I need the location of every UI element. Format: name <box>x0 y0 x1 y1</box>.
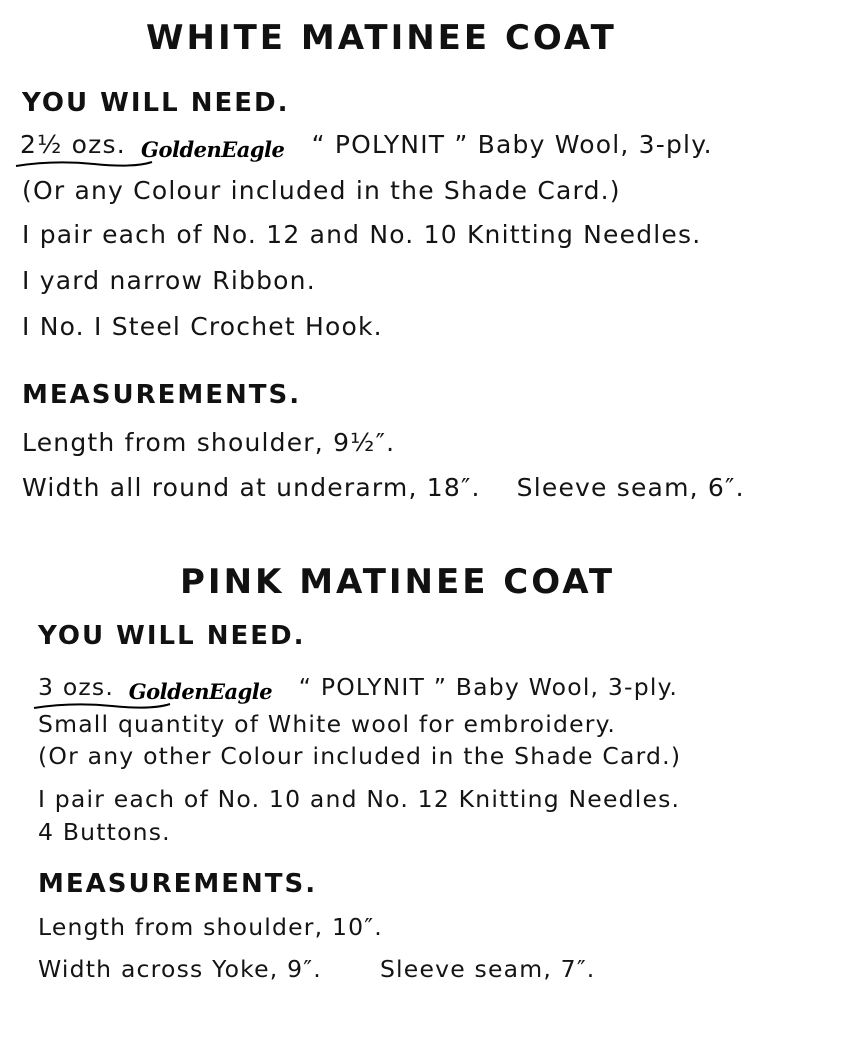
pink-item-needles: I pair each of No. 10 and No. 12 Knitting Needles. <box>38 785 681 813</box>
white-item-shade: (Or any Colour included in the Shade Card.) <box>22 176 621 205</box>
white-length: Length from shoulder, 9½″. <box>22 428 396 457</box>
white-width: Width all round at underarm, 18″. <box>22 473 481 502</box>
golden-eagle-logo <box>129 679 272 704</box>
white-sleeve: Sleeve seam, 6″. <box>516 473 745 502</box>
logo-underline-flourish <box>14 158 154 170</box>
golden-eagle-logo <box>141 137 284 162</box>
pink-length: Length from shoulder, 10″. <box>38 913 383 941</box>
pink-wool-product: “ POLYNIT ” Baby Wool, 3-ply. <box>298 673 679 701</box>
white-need-heading: YOU WILL NEED. <box>22 88 290 118</box>
pink-item-shade: (Or any other Colour included in the Shade Card.) <box>38 742 682 770</box>
pink-need-heading: YOU WILL NEED. <box>38 621 306 651</box>
golden-eagle-logo-text: GoldenEagle <box>141 137 285 162</box>
pink-item-buttons: 4 Buttons. <box>38 818 171 846</box>
white-wool-product: “ POLYNIT ” Baby Wool, 3-ply. <box>311 130 713 159</box>
pink-sleeve: Sleeve seam, 7″. <box>379 955 596 983</box>
white-wool-line <box>20 130 713 162</box>
pink-item-embroidery: Small quantity of White wool for embroidery. <box>38 710 617 738</box>
white-coat-title: WHITE MATINEE COAT <box>146 18 617 58</box>
white-item-needles: I pair each of No. 12 and No. 10 Knitting Needles. <box>22 220 702 249</box>
white-width-sleeve-line <box>22 473 745 502</box>
white-measure-heading: MEASUREMENTS. <box>22 380 302 410</box>
white-wool-qty: 2½ ozs. <box>20 130 126 159</box>
pink-width: Width across Yoke, 9″. <box>38 955 322 983</box>
white-item-ribbon: I yard narrow Ribbon. <box>22 266 316 295</box>
pink-wool-line <box>38 673 678 704</box>
pink-measure-heading: MEASUREMENTS. <box>38 869 318 899</box>
white-item-hook: I No. I Steel Crochet Hook. <box>22 312 383 341</box>
pink-coat-title: PINK MATINEE COAT <box>180 562 616 602</box>
pink-width-sleeve-line <box>38 955 595 983</box>
golden-eagle-logo-text: GoldenEagle <box>128 679 273 704</box>
pink-wool-qty: 3 ozs. <box>38 673 115 701</box>
